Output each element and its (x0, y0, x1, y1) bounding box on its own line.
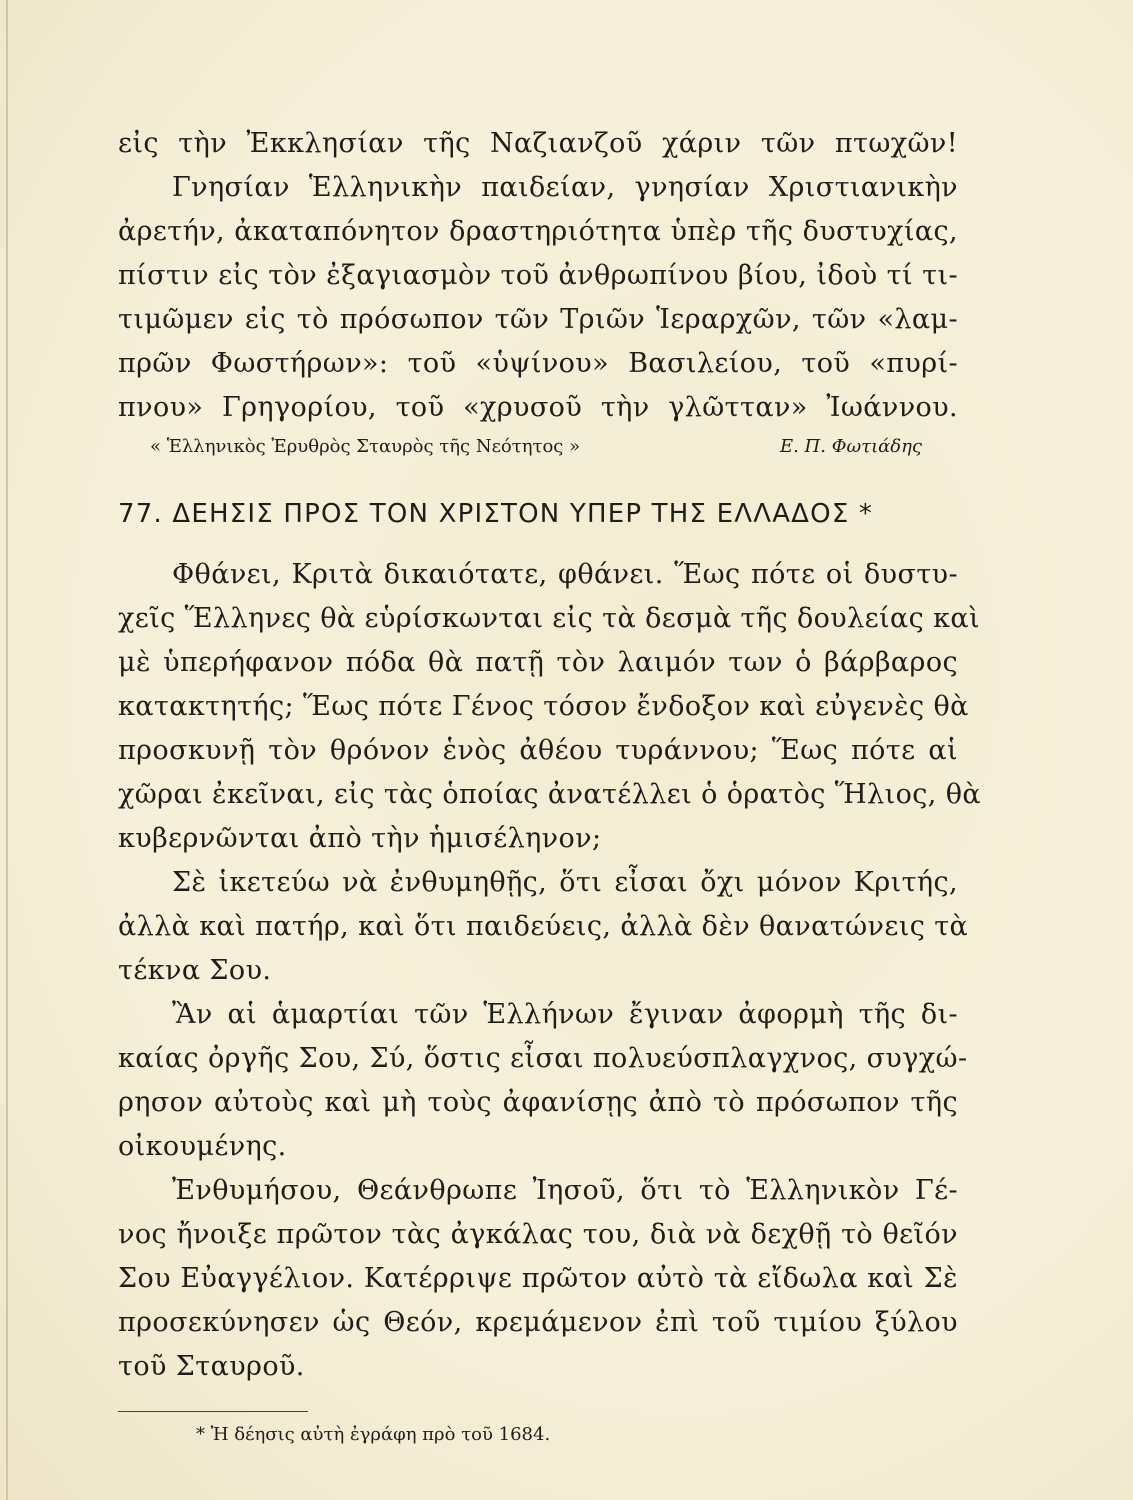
source-citation (118, 436, 958, 457)
page-edge (6, 0, 8, 1500)
footnote-rule (118, 1411, 308, 1412)
text-line: εἰς τὴν Ἐκκλησίαν τῆς Ναζιανζοῦ χάριν τῶν πτωχῶν! (118, 128, 958, 159)
text-line: πνου» Γρηγορίου, τοῦ «χρυσοῦ τὴν γλῶτταν» Ἰωάννου. (118, 392, 958, 423)
text-line: ρησον αὐτοὺς καὶ μὴ τοὺς ἀφανίσῃς ἀπὸ τὸ πρόσωπον τῆς (118, 1087, 958, 1118)
paragraph (118, 553, 982, 861)
top-passage (118, 122, 958, 430)
text-line: ἀρετήν, ἀκαταπόνητον δραστηριότητα ὑπὲρ τῆς δυστυχίας, (118, 216, 958, 247)
footnote: * Ἡ δέησις αὐτὴ ἐγράφη πρὸ τοῦ 1684. (196, 1424, 551, 1445)
text-line: οἰκουμένης. (118, 1131, 287, 1162)
text-line: καίας ὀργῆς Σου, Σύ, ὅστις εἶσαι πολυεύσπλαγχνος, συγχώ- (118, 1043, 968, 1074)
section-heading: 77. ΔΕΗΣΙΣ ΠΡΟΣ ΤΟΝ ΧΡΙΣΤΟΝ ΥΠΕΡ ΤΗΣ ΕΛΛΑΔΟΣ * (118, 499, 874, 529)
paragraph (118, 861, 969, 993)
text-line: Ἐνθυμήσου, Θεάνθρωπε Ἰησοῦ, ὅτι τὸ Ἑλληνικὸν Γέ- (172, 1175, 958, 1206)
text-line: χεῖς Ἕλληνες θὰ εὑρίσκωνται εἰς τὰ δεσμὰ τῆς δουλείας καὶ (118, 603, 981, 634)
text-line: τοῦ Σταυροῦ. (118, 1351, 305, 1382)
text-line: Γνησίαν Ἑλληνικὴν παιδείαν, γνησίαν Χριστιανικὴν (172, 172, 958, 203)
source-title: « Ἑλληνικὸς Ἐρυθρὸς Σταυρὸς τῆς Νεότητος » (150, 436, 581, 457)
text-block (118, 122, 982, 1445)
source-author: Ε. Π. Φωτιάδης (779, 436, 922, 457)
text-line: Σὲ ἱκετεύω νὰ ἐνθυμηθῇς, ὅτι εἶσαι ὄχι μόνον Κριτής, (172, 867, 958, 898)
text-line: ἀλλὰ καὶ πατήρ, καὶ ὅτι παιδεύεις, ἀλλὰ δὲν θανατώνεις τὰ (118, 911, 969, 942)
text-line: Ἂν αἱ ἁμαρτίαι τῶν Ἑλλήνων ἔγιναν ἀφορμὴ τῆς δι- (172, 999, 958, 1030)
text-line: νος ἤνοιξε πρῶτον τὰς ἀγκάλας του, διὰ νὰ δεχθῇ τὸ θεῖόν (118, 1219, 958, 1250)
text-line: τιμῶμεν εἰς τὸ πρόσωπον τῶν Τριῶν Ἱεραρχῶν, τῶν «λαμ- (118, 304, 958, 335)
text-line: προσεκύνησεν ὡς Θεόν, κρεμάμενον ἐπὶ τοῦ τιμίου ξύλου (118, 1307, 958, 1338)
text-line: πρῶν Φωστήρων»: τοῦ «ὑψίνου» Βασιλείου, τοῦ «πυρί- (118, 348, 958, 379)
text-line: μὲ ὑπερήφανον πόδα θὰ πατῇ τὸν λαιμόν των ὁ βάρβαρος (118, 647, 958, 678)
text-line: κυβερνῶνται ἀπὸ τὴν ἡμισέληνον; (118, 823, 602, 854)
text-line: κατακτητής; Ἕως πότε Γένος τόσον ἔνδοξον καὶ εὐγενὲς θὰ (118, 691, 969, 722)
text-line: Σου Εὐαγγέλιον. Κατέρριψε πρῶτον αὐτὸ τὰ εἴδωλα καὶ Σὲ (118, 1263, 958, 1294)
paragraph (118, 993, 968, 1169)
text-line: προσκυνῇ τὸν θρόνον ἑνὸς ἀθέου τυράννου; Ἕως πότε αἱ (118, 735, 958, 766)
text-line: τέκνα Σου. (118, 955, 272, 986)
text-line: Φθάνει, Κριτὰ δικαιότατε, φθάνει. Ἕως πότε οἱ δυστυ- (172, 559, 958, 590)
text-line: χῶραι ἐκεῖναι, εἰς τὰς ὁποίας ἀνατέλλει ὁ ὁρατὸς Ἥλιος, θὰ (118, 779, 982, 810)
paragraph (118, 1169, 958, 1389)
text-line: πίστιν εἰς τὸν ἐξαγιασμὸν τοῦ ἀνθρωπίνου βίου, ἰδοὺ τί τι- (118, 260, 958, 291)
